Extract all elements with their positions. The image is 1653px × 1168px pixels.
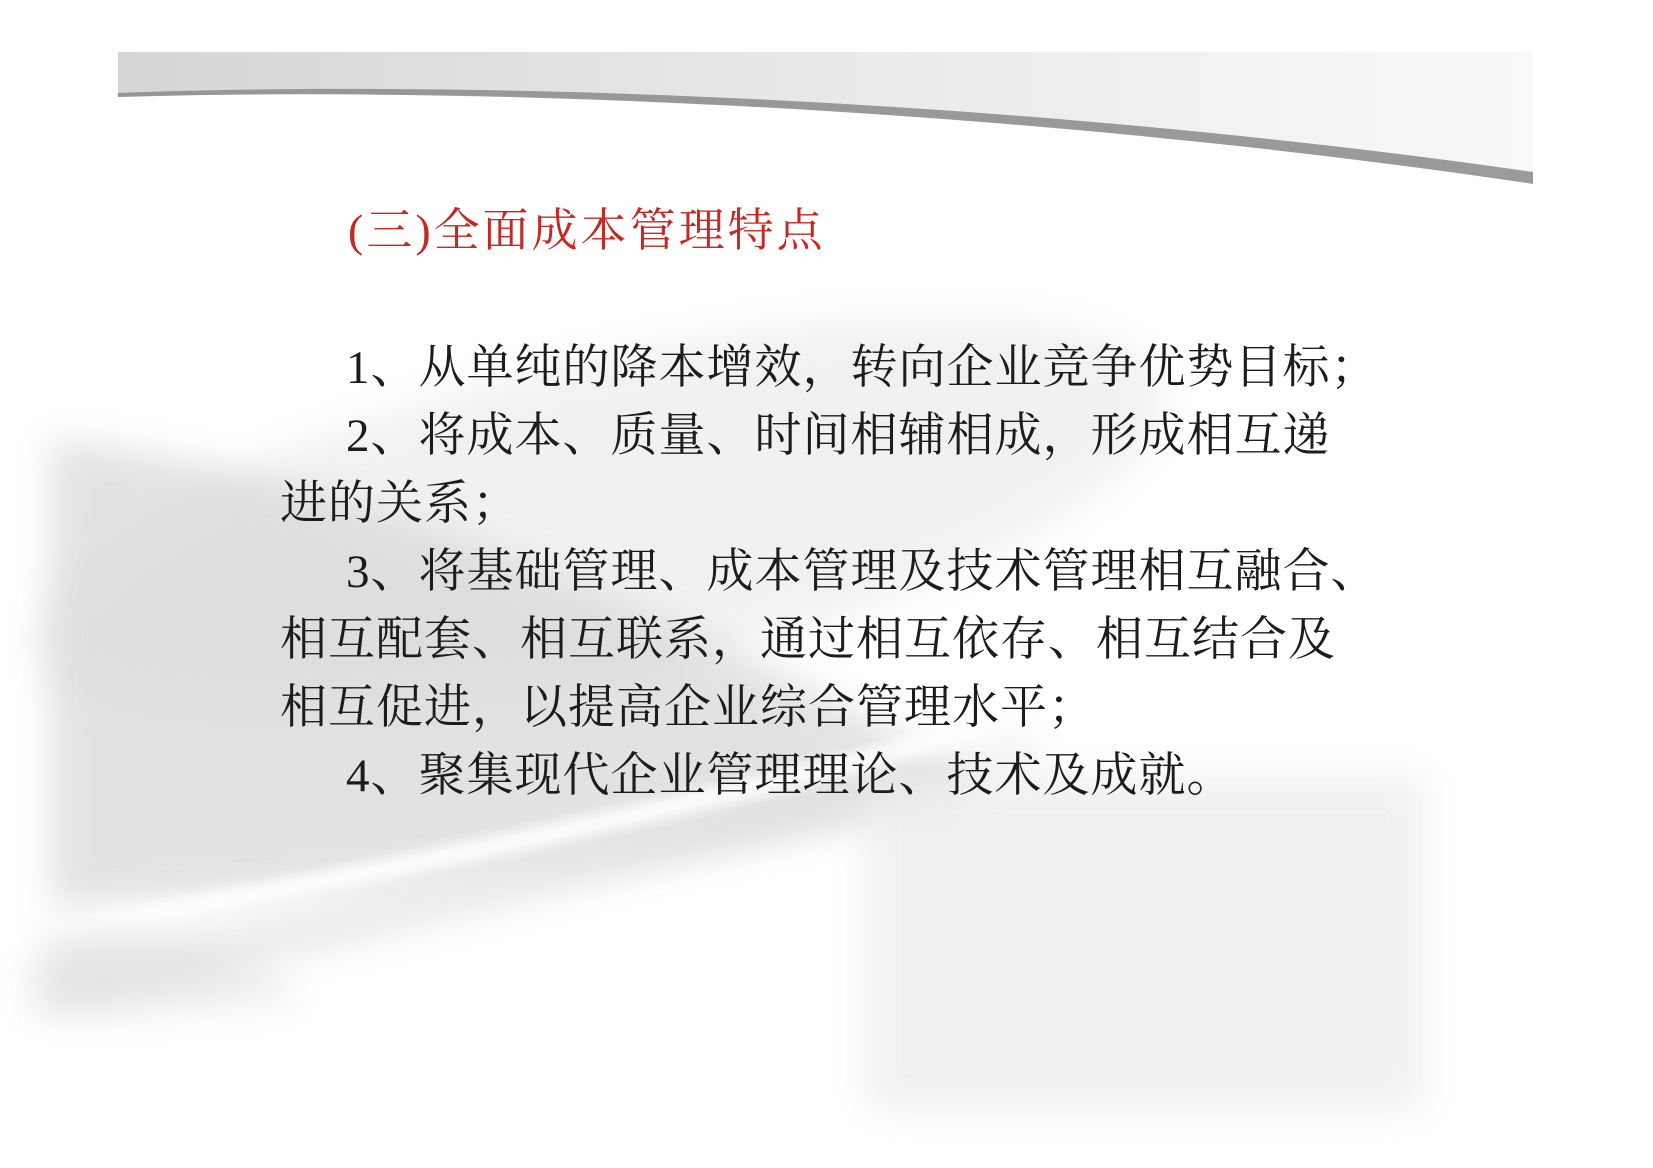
body-line-4: 3、将基础管理、成本管理及技术管理相互融合、 (346, 546, 1379, 598)
body-line-1: 1、从单纯的降本增效，转向企业竞争优势目标； (346, 342, 1379, 394)
body-line-7: 4、聚集现代企业管理理论、技术及成就。 (346, 750, 1235, 802)
body-line-3: 进的关系； (280, 478, 520, 530)
bottom-center-wash (865, 775, 1425, 1110)
top-swoosh-band (118, 52, 1533, 183)
body-line-2: 2、将成本、质量、时间相辅相成，形成相互递 (346, 410, 1331, 462)
body-line-5: 相互配套、相互联系，通过相互依存、相互结合及 (280, 614, 1336, 666)
slide-title: (三)全面成本管理特点 (348, 205, 826, 256)
body-line-6: 相互促进，以提高企业综合管理水平； (280, 682, 1096, 734)
slide-body (280, 334, 1390, 810)
